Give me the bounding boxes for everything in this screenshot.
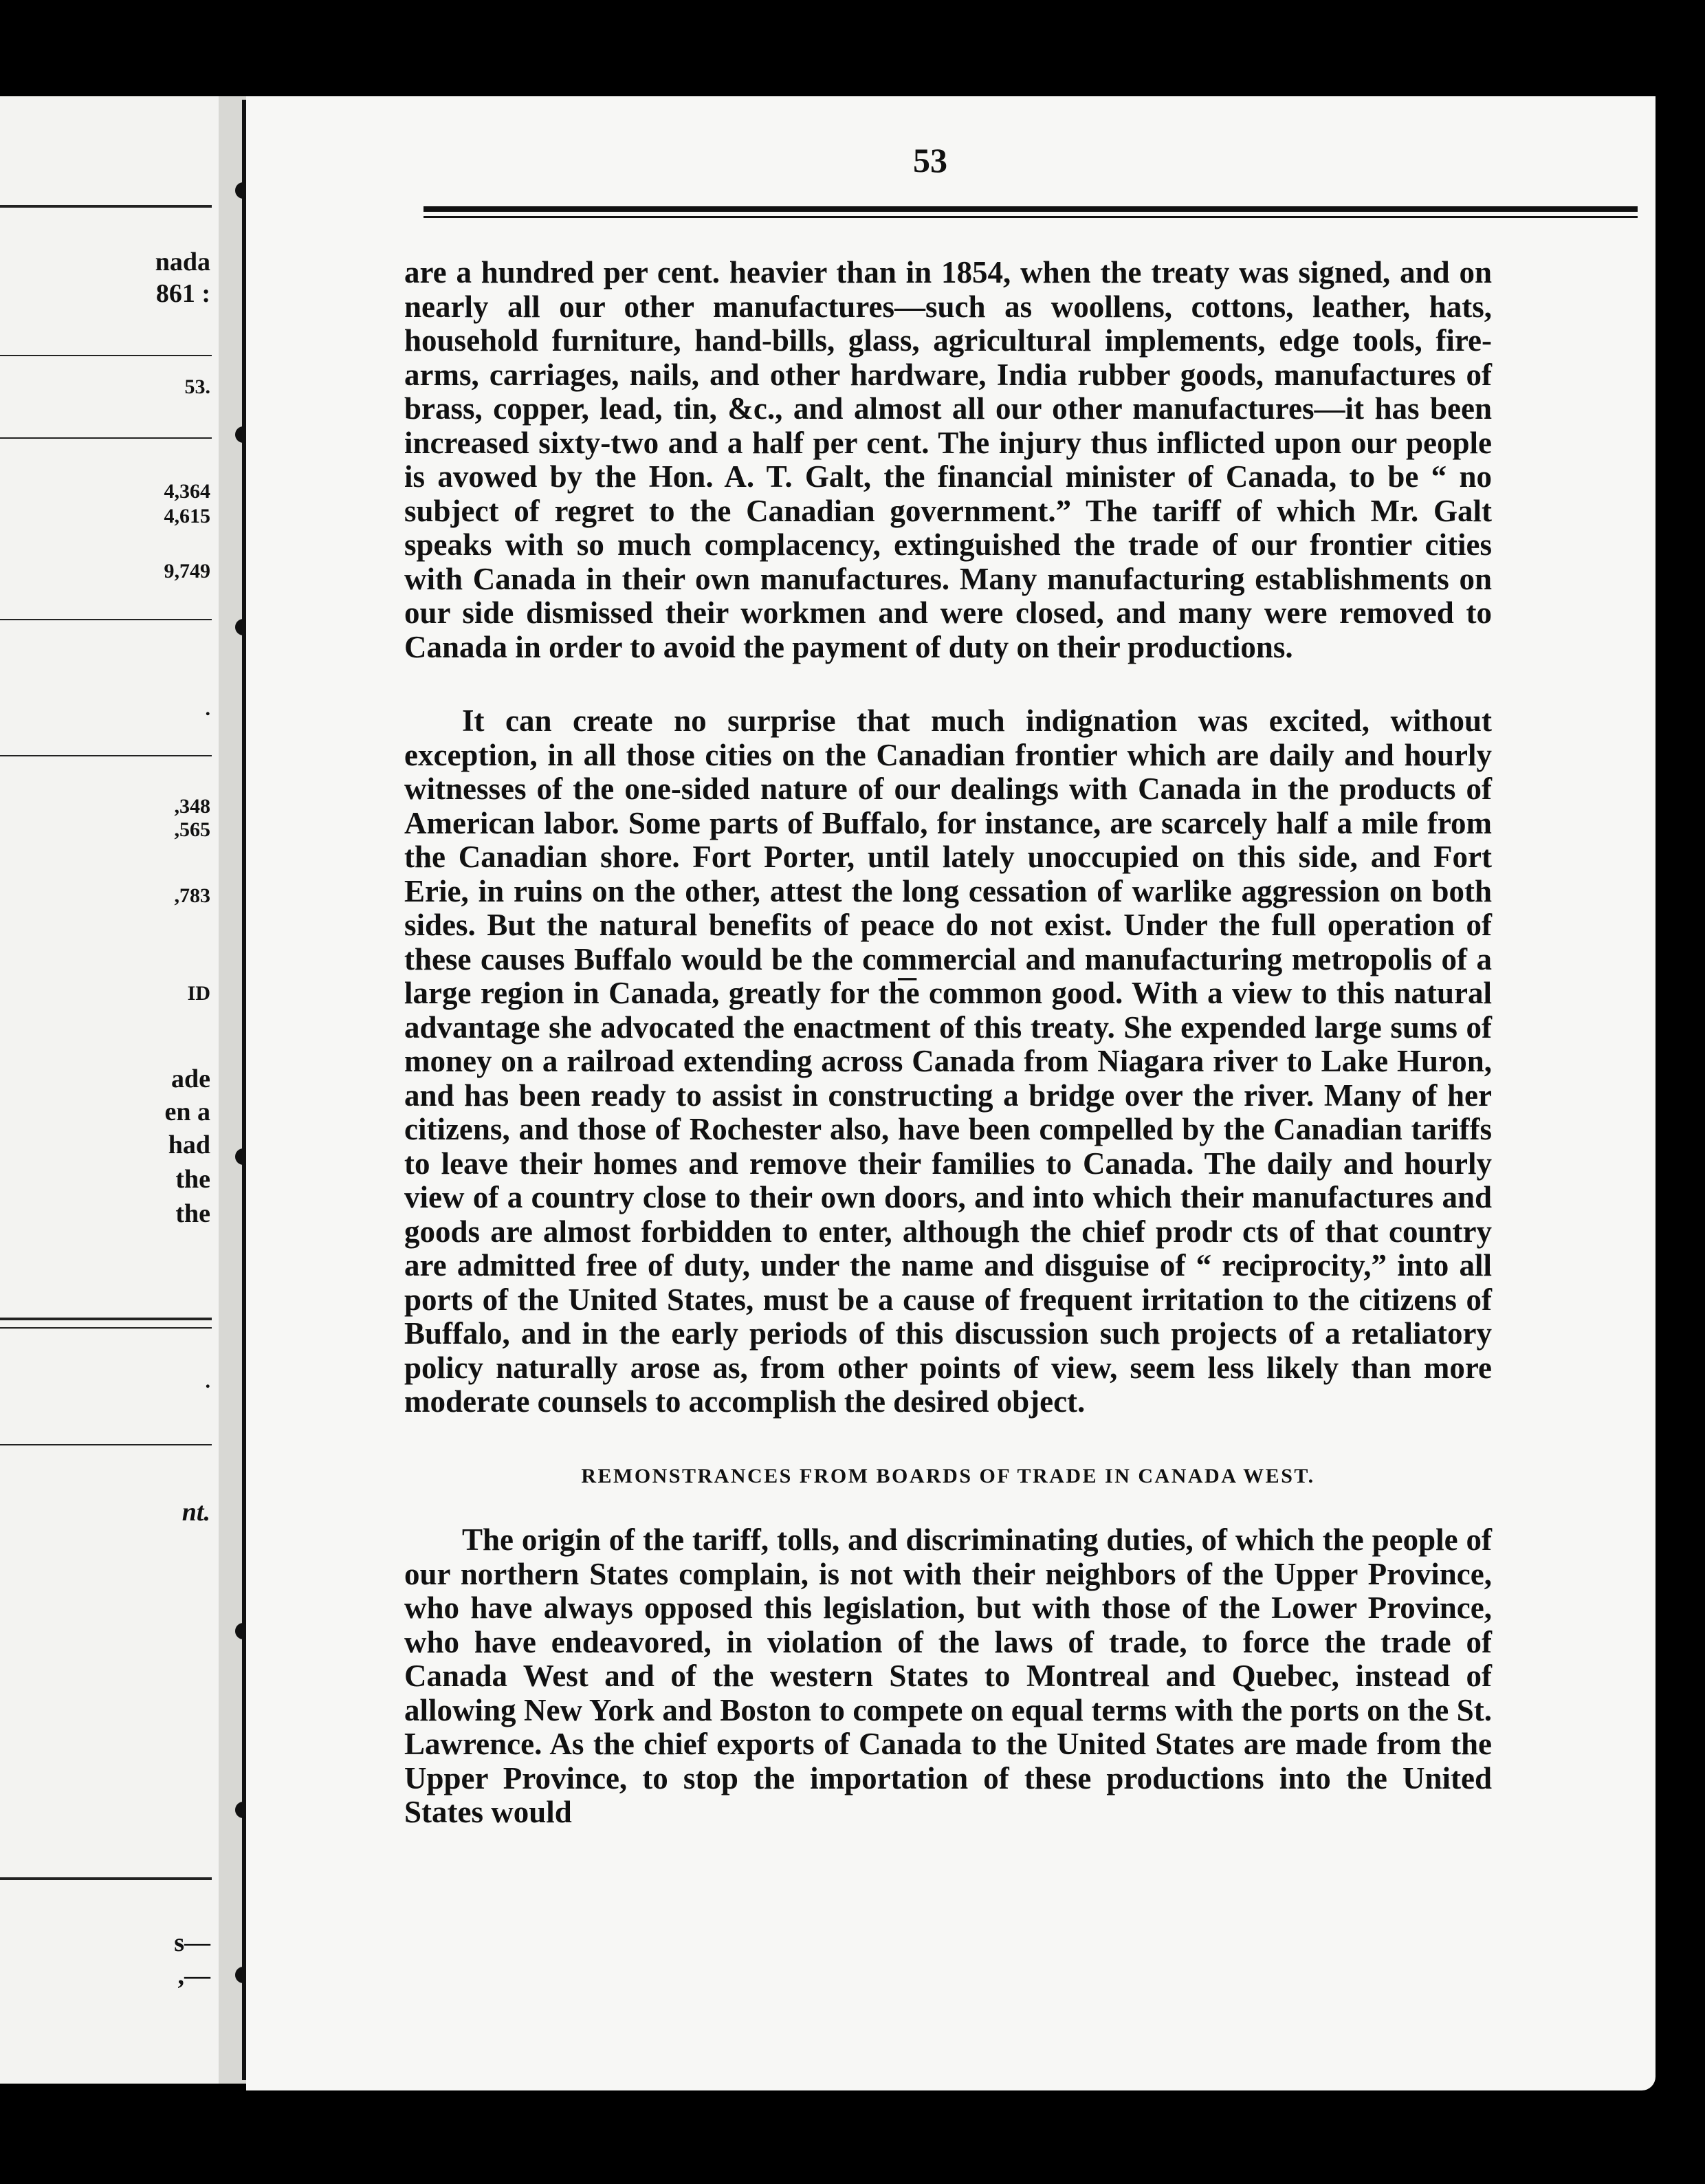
facing-text-fragment: nada bbox=[155, 248, 210, 276]
facing-rule bbox=[0, 205, 212, 208]
facing-text-fragment: 861 : bbox=[155, 279, 210, 308]
facing-text-fragment: the bbox=[175, 1199, 210, 1228]
paragraph: It can create no surprise that much indignation was excited, without exception, in all those cities on the Canadian frontier which are daily and hourly witnesses of the one-sided nature of our dealings with Canada in the products of American labor. Some parts of Buffalo, for instance, are scarcely half a mile from the Canadian shore. Fort Porter, until lately unoccupied on this side, and Fort Erie, in ruins on the other, attest the long cessation of warlike aggression on both sides. But the natural benefits of peace do not exist. Under the full operation of these causes Buffalo would be the commercial and manufacturing metropolis of a large region in Canada, greatly for th͞e common good. With a view to this natural advantage she advocated the enactment of this treaty. She expended large sums of money on a railroad extending across Canada from Niagara river to Lake Huron, and has been ready to assist in constructing a bridge over the river. Many of her citizens, and those of Rochester also, have been compelled by the Canadian tariffs to leave their homes and remove their families to Canada. The daily and hourly view of a country close to their own doors, and into which their manufactures and goods are almost forbidden to enter, although the chief prodr cts of that country are admitted free of duty, under the name and disguise of “ reciprocity,” into all ports of the United States, must be a cause of frequent irritation to the citizens of Buffalo, and in the early periods of this discussion such projects of a retaliatory policy naturally arose as, from other points of view, seem less likely than more moderate counsels to accomplish the desired object. bbox=[404, 703, 1492, 1419]
facing-text-fragment: ade bbox=[171, 1064, 210, 1093]
facing-text-fragment: ,348 bbox=[174, 795, 210, 818]
facing-rule bbox=[0, 1318, 212, 1320]
facing-rule bbox=[0, 437, 212, 439]
section-heading: REMONSTRANCES FROM BOARDS OF TRADE IN CANADA WEST. bbox=[581, 1464, 1315, 1487]
body-text bbox=[404, 256, 1492, 1830]
facing-text-fragment: nt. bbox=[182, 1498, 210, 1527]
facing-text-fragment: 9,749 bbox=[164, 560, 210, 582]
facing-rule bbox=[0, 1877, 212, 1880]
facing-text-fragment: en a bbox=[164, 1098, 210, 1126]
facing-text-fragment: . bbox=[205, 697, 210, 720]
facing-text-fragment: ,783 bbox=[174, 884, 210, 907]
facing-text-fragment: ,— bbox=[177, 1961, 210, 1990]
facing-text-fragment: ,565 bbox=[174, 818, 210, 841]
facing-text-fragment: 4,364 bbox=[164, 480, 210, 503]
header-rule-thin bbox=[424, 216, 1638, 218]
facing-text-fragment: 53. bbox=[184, 375, 210, 398]
facing-rule bbox=[0, 755, 212, 756]
facing-rule bbox=[0, 619, 212, 620]
paragraph: The origin of the tariff, tolls, and discriminating duties, of which the people of our northern States complain, is not with their neighbors of the Upper Province, who have always opposed this legislation, but with those of the Lower Province, who have endeavored, in violation of the laws of trade, to force the trade of Canada West and of the western States to Montreal and Quebec, instead of allowing New York and Boston to compete on equal terms with the ports on the St. Lawrence. As the chief exports of Canada to the United States are made from the Upper Province, to stop the importation of these productions into the United States would bbox=[404, 1522, 1492, 1829]
facing-text-fragment: . bbox=[205, 1370, 210, 1393]
facing-text-fragment: 4,615 bbox=[164, 505, 210, 527]
page bbox=[246, 96, 1656, 2090]
facing-rule bbox=[0, 355, 212, 356]
facing-text-fragment: had bbox=[168, 1131, 210, 1159]
page-number: 53 bbox=[913, 141, 947, 179]
facing-text-fragment: the bbox=[175, 1165, 210, 1194]
facing-text-fragment: ID bbox=[187, 982, 210, 1005]
facing-text-fragment: s— bbox=[174, 1928, 210, 1957]
facing-rule bbox=[0, 1327, 212, 1329]
paragraph: are a hundred per cent. heavier than in 1854, when the treaty was signed, and on nearly all our other manufactures—such as woollens, cottons, leather, hats, household furniture, hand-bills, glass, agricultural implements, edge tools, fire-arms, carriages, nails, and other hardware, India rubber goods, manufactures of brass, copper, lead, tin, &c., and almost all our other manufactures—it has been increased sixty-two and a half per cent. The injury thus inflicted upon our people is avowed by the Hon. A. T. Galt, the financial minister of Canada, to be “ no subject of regret to the Canadian government.” The tariff of which Mr. Galt speaks with so much complacency, extinguished the trade of our frontier cities with Canada in their own manufactures. Many manufacturing establishments on our side dismissed their workmen and were closed, and many were removed to Canada in order to avoid the payment of duty on their productions. bbox=[404, 255, 1492, 664]
facing-page bbox=[0, 96, 219, 2084]
facing-rule bbox=[0, 1444, 212, 1445]
header-rule bbox=[424, 206, 1638, 212]
